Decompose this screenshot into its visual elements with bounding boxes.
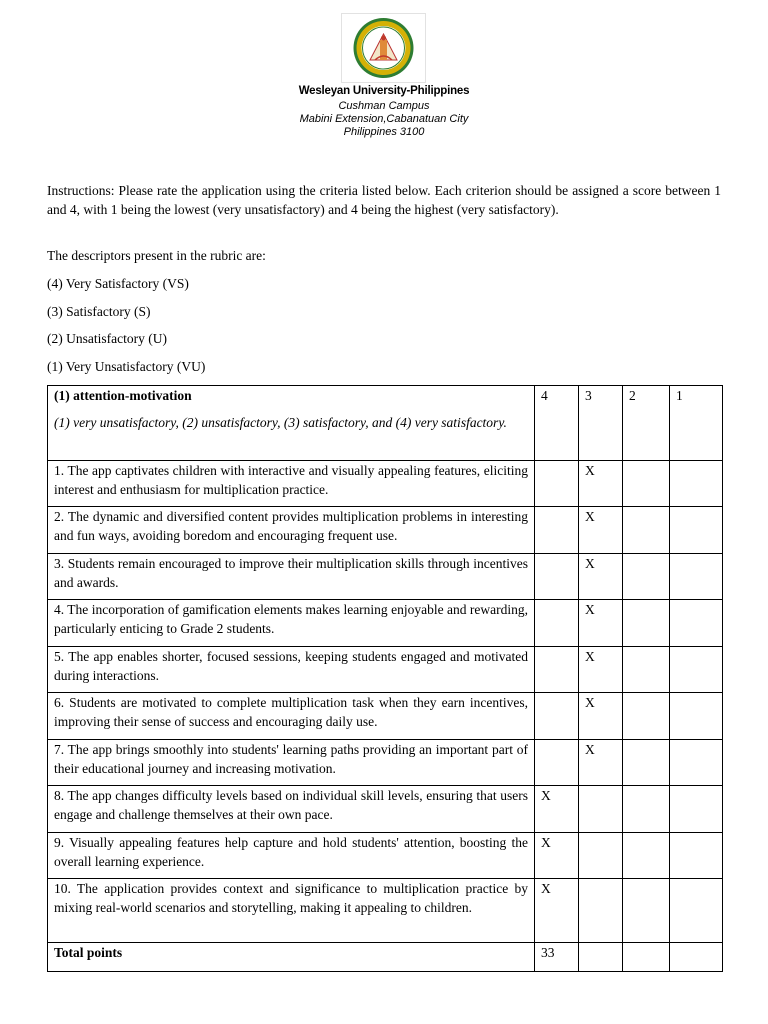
criterion-cell: 4. The incorporation of gamification elements makes learning enjoyable and rewarding, particularly enticing to Grade 2 students. — [48, 600, 535, 647]
criterion-cell: 7. The app brings smoothly into students' learning paths providing an important part of their educational journey and increasing motivation. — [48, 740, 535, 786]
score-cell: X — [579, 693, 623, 740]
score-cell: X — [535, 786, 579, 833]
score-cell — [623, 554, 670, 600]
score-cell: X — [579, 600, 623, 647]
column-header: 4 — [535, 386, 579, 461]
address-line: Mabini Extension,Cabanatuan City — [299, 113, 469, 125]
score-cell: X — [579, 554, 623, 600]
score-cell — [670, 647, 723, 693]
criterion-cell: 2. The dynamic and diversified content provides multiplication problems in interesting and fun ways, avoiding boredom and encouraging frequent use. — [48, 507, 535, 554]
total-score-cell — [623, 943, 670, 972]
country-line: Philippines 3100 — [343, 126, 425, 138]
descriptors-intro: The descriptors present in the rubric are: — [47, 248, 266, 263]
score-cell — [623, 461, 670, 507]
campus-name: Cushman Campus — [338, 100, 430, 112]
criterion-cell: 5. The app enables shorter, focused sessions, keeping students engaged and motivated during interactions. — [48, 647, 535, 693]
score-cell — [535, 554, 579, 600]
criterion-cell: 3. Students remain encouraged to improve their multiplication skills through incentives and awards. — [48, 554, 535, 600]
score-cell — [623, 740, 670, 786]
criterion-cell: 6. Students are motivated to complete multiplication task when they earn incentives, improving their sense of success and encouraging daily use. — [48, 693, 535, 740]
total-label: Total points — [48, 943, 535, 972]
score-cell — [623, 879, 670, 943]
score-cell — [535, 740, 579, 786]
score-cell: X — [579, 461, 623, 507]
score-cell — [670, 693, 723, 740]
score-cell — [535, 693, 579, 740]
score-cell — [579, 879, 623, 943]
total-score-cell — [670, 943, 723, 972]
table-row — [48, 507, 723, 554]
score-cell — [670, 507, 723, 554]
score-cell — [623, 600, 670, 647]
criterion-cell: 10. The application provides context and significance to multiplication practice by mixing real-world scenarios and storytelling, making it appealing to children. — [48, 879, 535, 943]
column-header: 2 — [623, 386, 670, 461]
university-name: Wesleyan University-Philippines — [298, 85, 470, 97]
table-row — [48, 647, 723, 693]
total-score-cell — [579, 943, 623, 972]
total-row — [48, 943, 723, 972]
score-cell — [623, 507, 670, 554]
score-cell: X — [579, 740, 623, 786]
table-row — [48, 554, 723, 600]
table-row — [48, 833, 723, 879]
column-header: 3 — [579, 386, 623, 461]
score-cell — [579, 786, 623, 833]
table-row — [48, 879, 723, 943]
score-cell — [579, 833, 623, 879]
score-cell — [535, 461, 579, 507]
score-cell — [623, 786, 670, 833]
score-cell — [670, 461, 723, 507]
score-cell — [670, 833, 723, 879]
score-cell: X — [579, 507, 623, 554]
score-cell: X — [579, 647, 623, 693]
section-title: (1) attention-motivation — [54, 388, 192, 403]
score-cell: X — [535, 833, 579, 879]
score-cell — [623, 647, 670, 693]
score-cell — [623, 693, 670, 740]
descriptor-item: (4) Very Satisfactory (VS) — [47, 276, 189, 291]
score-cell — [623, 833, 670, 879]
descriptor-item: (3) Satisfactory (S) — [47, 304, 151, 319]
score-cell: X — [535, 879, 579, 943]
table-header-row — [48, 386, 723, 461]
score-cell — [535, 507, 579, 554]
section-subtitle: (1) very unsatisfactory, (2) unsatisfactory, (3) satisfactory, and (4) very satisfactory. — [54, 414, 507, 430]
section-header-cell — [48, 386, 535, 461]
table-row — [48, 740, 723, 786]
university-seal-logo — [341, 13, 426, 83]
column-header: 1 — [670, 386, 723, 461]
table-row — [48, 693, 723, 740]
rubric-table — [47, 385, 723, 972]
criterion-cell: 8. The app changes difficulty levels based on individual skill levels, ensuring that users engage and challenge themselves at their own pace. — [48, 786, 535, 833]
score-cell — [670, 554, 723, 600]
score-cell — [670, 600, 723, 647]
score-cell — [535, 600, 579, 647]
descriptor-item: (1) Very Unsatisfactory (VU) — [47, 359, 206, 374]
score-cell — [670, 740, 723, 786]
total-score-cell: 33 — [535, 943, 579, 972]
table-row — [48, 600, 723, 647]
instructions-text: Instructions: Please rate the application using the criteria listed below. Each criterion should be assigned a score between 1 and 4, with 1 being the lowest (very unsatisfactory) and 4 being the highest (very satisfactory). — [47, 183, 721, 217]
score-cell — [535, 647, 579, 693]
score-cell — [670, 879, 723, 943]
table-row — [48, 786, 723, 833]
criterion-cell: 9. Visually appealing features help capture and hold students' attention, boosting the overall learning experience. — [48, 833, 535, 879]
table-row — [48, 461, 723, 507]
descriptor-item: (2) Unsatisfactory (U) — [47, 331, 167, 346]
criterion-cell: 1. The app captivates children with interactive and visually appealing features, eliciting interest and enthusiasm for multiplication practice. — [48, 461, 535, 507]
score-cell — [670, 786, 723, 833]
